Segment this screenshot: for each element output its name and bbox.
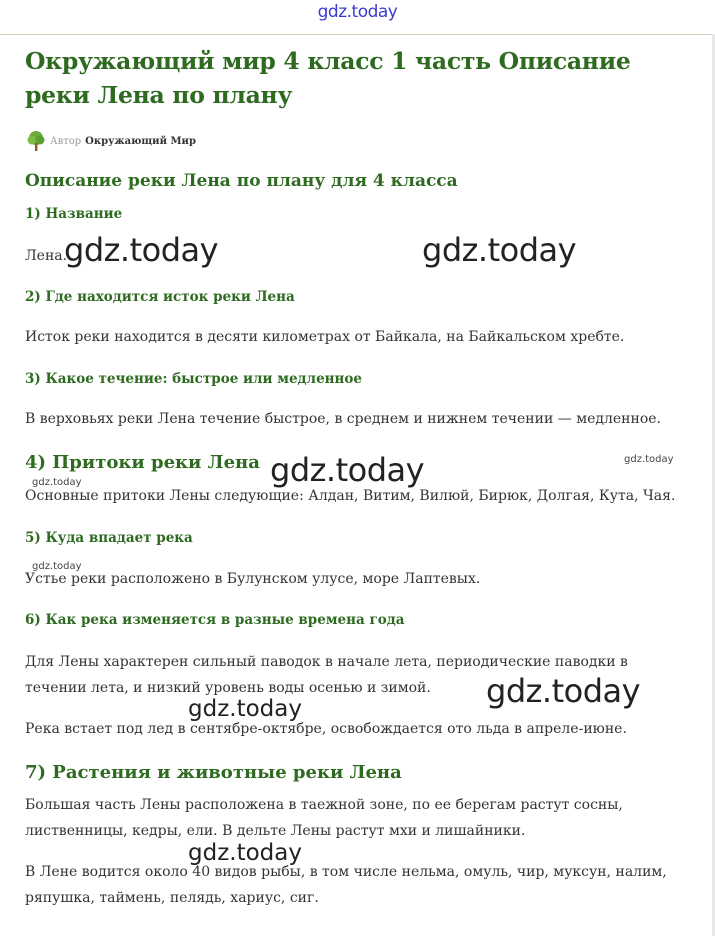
section-paragraph: Для Лены характерен сильный паводок в начале лета, периодические паводки в течении лета, и низкий уровень воды осенью и зимой. (25, 654, 628, 696)
watermark: gdz.today (624, 454, 674, 465)
tree-icon (25, 130, 47, 152)
section-title: 3) Какое течение: быстрое или медленное (25, 371, 363, 387)
watermark: gdz.today (32, 561, 82, 572)
article-heading: Описание реки Лена по плану для 4 класса (25, 171, 458, 191)
section-paragraph: В Лене водится около 40 видов рыбы, в том числе нельма, омуль, чир, муксун, налим, ряпушка, таймень, пелядь, хариус, сиг. (25, 864, 667, 906)
section-title: 6) Как река изменяется в разные времена года (25, 612, 405, 628)
section-title: 7) Растения и животные реки Лена (25, 762, 402, 783)
article-title: Окружающий мир 4 класс 1 часть Описание реки Лена по плану (25, 47, 631, 109)
watermark: gdz.today (188, 840, 302, 866)
header-divider (0, 34, 715, 35)
section-paragraph: Большая часть Лены расположена в таежной зоне, по ее берегам растут сосны, лиственницы, кедры, ели. В дельте Лены растут мхи и лишайники. (25, 797, 623, 839)
watermark: gdz.today (64, 231, 219, 269)
section-title: 4) Притоки реки Лена (25, 452, 260, 473)
section-paragraph: Лена. (25, 248, 68, 264)
author-line (25, 130, 196, 152)
author-label: Автор (50, 135, 82, 147)
section-paragraph: Река встает под лед в сентябре-октябре, освобождается ото льда в апреле-июне. (25, 721, 627, 737)
watermark: gdz.today (486, 672, 641, 710)
section-title: 2) Где находится исток реки Лена (25, 289, 295, 305)
watermark: gdz.today (32, 477, 82, 488)
section-paragraph: Основные притоки Лены следующие: Алдан, Витим, Вилюй, Бирюк, Долгая, Кута, Чая. (25, 488, 676, 504)
section-paragraph: В верховьях реки Лена течение быстрое, в среднем и нижнем течении — медленное. (25, 411, 661, 427)
site-logo[interactable]: gdz.today (317, 2, 398, 22)
watermark: gdz.today (270, 451, 425, 489)
author-name[interactable]: Окружающий Мир (85, 135, 196, 147)
watermark: gdz.today (188, 696, 302, 722)
section-paragraph: Устье реки расположено в Булунском улусе, море Лаптевых. (25, 571, 481, 587)
section-title: 5) Куда впадает река (25, 530, 193, 546)
section-title: 1) Название (25, 206, 123, 222)
watermark: gdz.today (422, 231, 577, 269)
section-paragraph: Исток реки находится в десяти километрах от Байкала, на Байкальском хребте. (25, 329, 625, 345)
